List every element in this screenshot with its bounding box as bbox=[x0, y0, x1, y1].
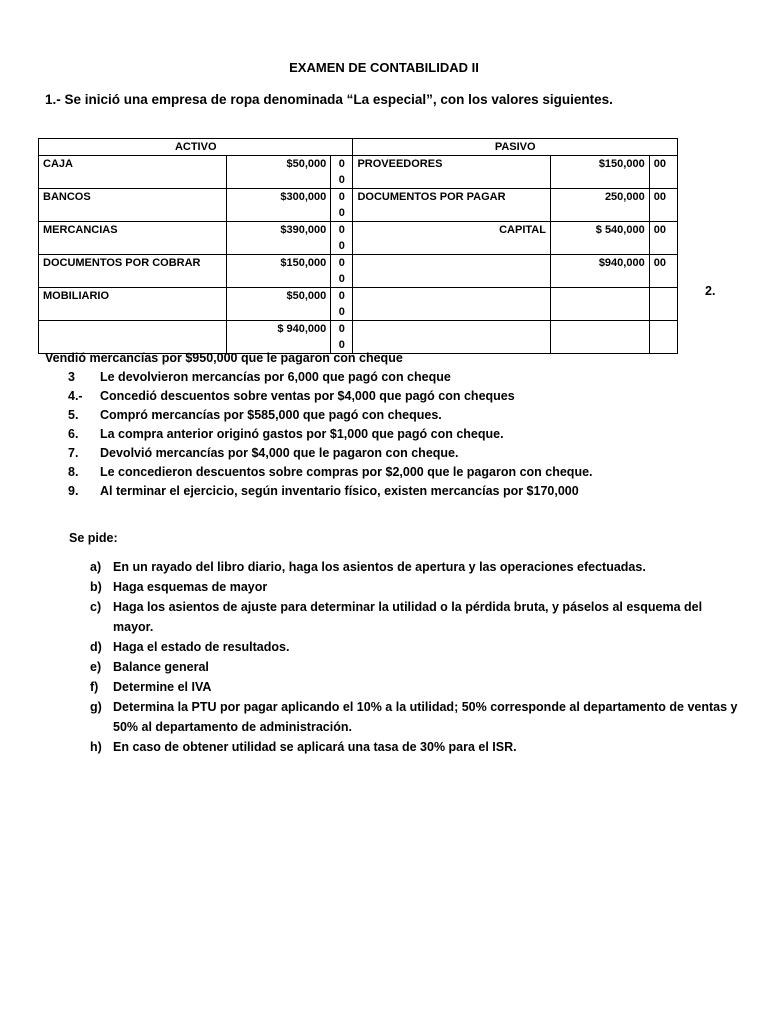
operation-text: Vendió mercancías por $950,000 que le pagaron con cheque bbox=[45, 351, 403, 365]
pasivo-amount: $ 540,000 bbox=[550, 222, 649, 255]
pasivo-account: DOCUMENTOS POR PAGAR bbox=[353, 189, 551, 222]
operation-text: Concedió descuentos sobre ventas por $4,000 que pagó con cheques bbox=[100, 389, 515, 403]
pasivo-cents: 00 bbox=[649, 222, 677, 255]
operation-number: 4.- bbox=[68, 389, 83, 403]
activo-account: MOBILIARIO bbox=[39, 288, 227, 321]
pasivo-amount: $940,000 bbox=[550, 255, 649, 288]
requirement-text: En un rayado del libro diario, haga los asientos de apertura y las operaciones efectuadas. bbox=[113, 560, 646, 574]
pasivo-account bbox=[353, 288, 551, 321]
requirement-text: Haga los asientos de ajuste para determinar la utilidad o la pérdida bruta, y páselos al esquema del bbox=[113, 600, 703, 614]
requirement-text: Haga el estado de resultados. bbox=[113, 640, 290, 654]
pasivo-cents bbox=[649, 321, 677, 354]
operation-text: Compró mercancías por $585,000 que pagó con cheques. bbox=[100, 408, 442, 422]
balance-row bbox=[39, 321, 678, 354]
requirement-letter: h) bbox=[90, 740, 102, 754]
requirement-text: En caso de obtener utilidad se aplicará una tasa de 30% para el ISR. bbox=[113, 740, 517, 754]
pasivo-cents: 00 bbox=[649, 189, 677, 222]
activo-account: BANCOS bbox=[39, 189, 227, 222]
operation-number: 5. bbox=[68, 408, 79, 422]
pasivo-header: PASIVO bbox=[353, 139, 678, 156]
pasivo-account bbox=[353, 255, 551, 288]
balance-row bbox=[39, 288, 678, 321]
activo-amount: $50,000 bbox=[227, 288, 331, 321]
activo-cents: 0 0 bbox=[331, 222, 353, 255]
balance-row bbox=[39, 156, 678, 189]
operation-text: La compra anterior originó gastos por $1,000 que pagó con cheque. bbox=[100, 427, 504, 441]
activo-cents: 0 0 bbox=[331, 288, 353, 321]
opening-balance-table bbox=[38, 138, 678, 354]
requirement-letter: g) bbox=[90, 700, 102, 714]
requirement-letter: b) bbox=[90, 580, 102, 594]
operation-number: 3 bbox=[68, 370, 75, 384]
pasivo-cents: 00 bbox=[649, 255, 677, 288]
balance-row bbox=[39, 255, 678, 288]
operation-text: Devolvió mercancías por $4,000 que le pagaron con cheque. bbox=[100, 446, 459, 460]
requirement-letter: a) bbox=[90, 560, 102, 574]
pasivo-cents: 00 bbox=[649, 156, 677, 189]
operation-text: Le devolvieron mercancías por 6,000 que pagó con cheque bbox=[100, 370, 451, 384]
exam-title: EXAMEN DE CONTABILIDAD II bbox=[289, 60, 479, 75]
requirement-letter: d) bbox=[90, 640, 102, 654]
activo-amount: $50,000 bbox=[227, 156, 331, 189]
operation-number: 9. bbox=[68, 484, 79, 498]
requirement-text: Determina la PTU por pagar aplicando el 10% a la utilidad; 50% corresponde al departamento de ventas y bbox=[113, 700, 738, 714]
requirement-letter: f) bbox=[90, 680, 99, 694]
requirement-text: mayor. bbox=[113, 620, 154, 634]
activo-amount: $390,000 bbox=[227, 222, 331, 255]
activo-cents: 0 0 bbox=[331, 189, 353, 222]
pasivo-cents bbox=[649, 288, 677, 321]
activo-header: ACTIVO bbox=[39, 139, 353, 156]
pasivo-amount: 250,000 bbox=[550, 189, 649, 222]
activo-account bbox=[39, 321, 227, 354]
pasivo-amount bbox=[550, 288, 649, 321]
activo-amount: $300,000 bbox=[227, 189, 331, 222]
activo-cents: 0 0 bbox=[331, 156, 353, 189]
pasivo-amount: $150,000 bbox=[550, 156, 649, 189]
operation-number: 8. bbox=[68, 465, 79, 479]
balance-row bbox=[39, 189, 678, 222]
activo-account: MERCANCIAS bbox=[39, 222, 227, 255]
requirement-letter: c) bbox=[90, 600, 102, 614]
activo-account: CAJA bbox=[39, 156, 227, 189]
requirement-text: Determine el IVA bbox=[113, 680, 212, 694]
pasivo-amount bbox=[550, 321, 649, 354]
requirement-text: Balance general bbox=[113, 660, 209, 674]
pasivo-account bbox=[353, 321, 551, 354]
se-pide-heading: Se pide: bbox=[69, 531, 118, 545]
activo-account: DOCUMENTOS POR COBRAR bbox=[39, 255, 227, 288]
operation-number: 7. bbox=[68, 446, 79, 460]
operation-text: Le concedieron descuentos sobre compras por $2,000 que le pagaron con cheque. bbox=[100, 465, 593, 479]
pasivo-account: PROVEEDORES bbox=[353, 156, 551, 189]
operation-text: Al terminar el ejercicio, según inventario físico, existen mercancías por $170,000 bbox=[100, 484, 579, 498]
activo-amount: $ 940,000 bbox=[227, 321, 331, 354]
activo-amount: $150,000 bbox=[227, 255, 331, 288]
question-1: 1.- Se inició una empresa de ropa denominada “La especial”, con los valores siguientes. bbox=[45, 92, 613, 107]
balance-row bbox=[39, 222, 678, 255]
activo-cents: 0 0 bbox=[331, 321, 353, 354]
requirement-text: 50% al departamento de administración. bbox=[113, 720, 352, 734]
requirement-text: Haga esquemas de mayor bbox=[113, 580, 268, 594]
pasivo-account: CAPITAL bbox=[353, 222, 551, 255]
activo-cents: 0 0 bbox=[331, 255, 353, 288]
operation-number: 6. bbox=[68, 427, 79, 441]
side-number: 2. bbox=[705, 284, 716, 298]
requirement-letter: e) bbox=[90, 660, 102, 674]
